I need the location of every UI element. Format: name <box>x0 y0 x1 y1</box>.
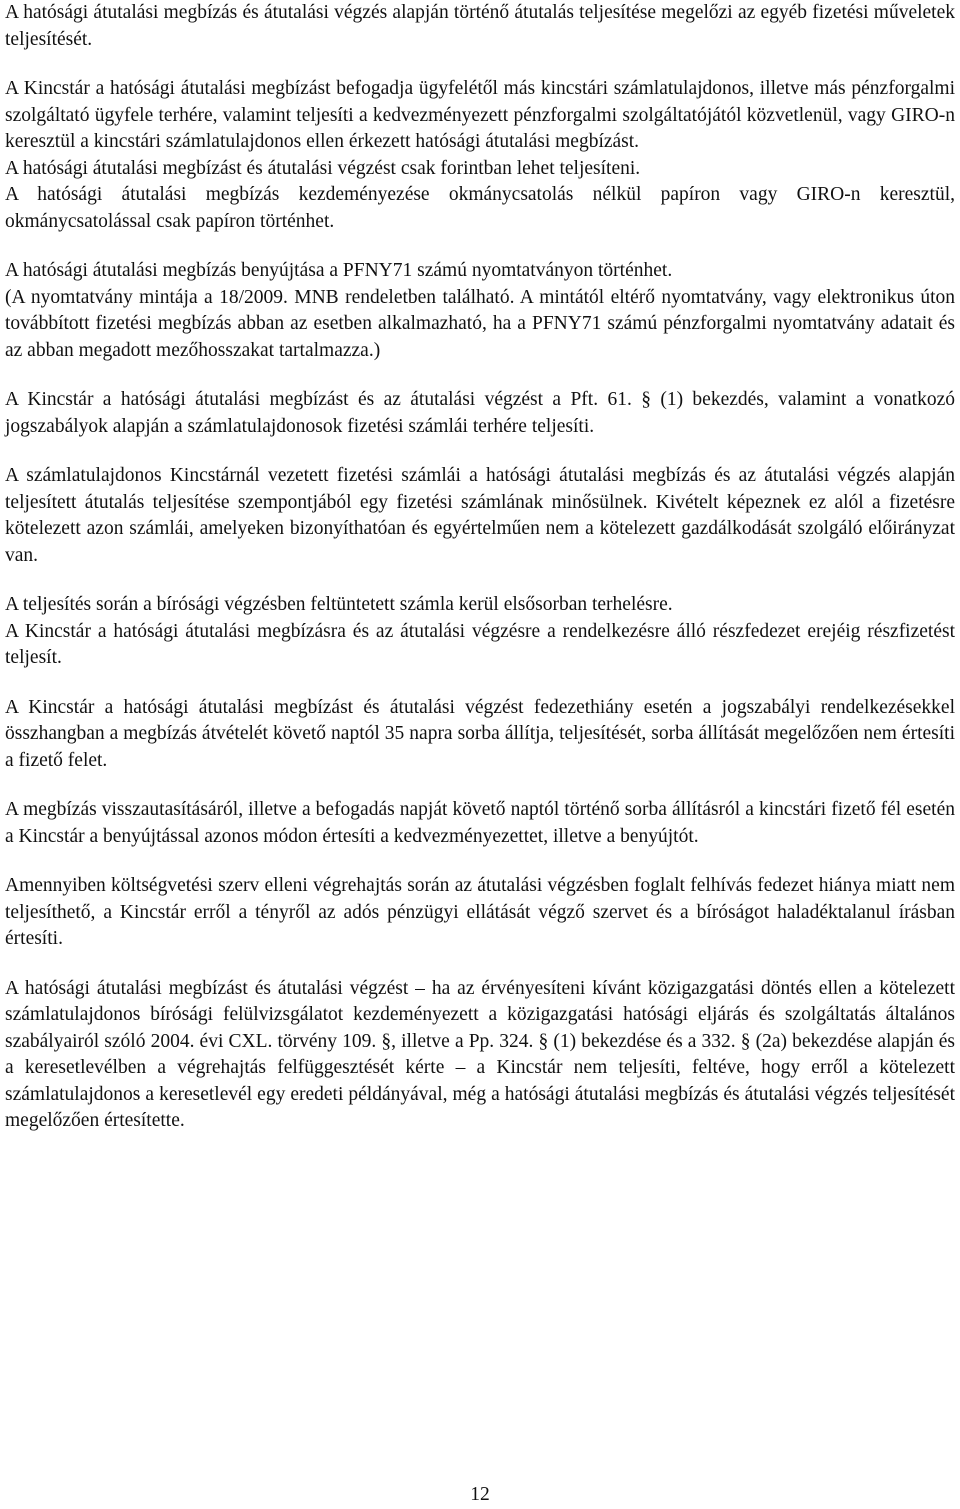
paragraph-11: A Kincstár a hatósági átutalási megbízást és átutalási végzést fedezethiány esetén a jogszabályi rendelkezésekkel összhangban a megbízás átvételét követő naptól 35 napra sorba állítja, teljesítését, sorba állítását megelőzően nem értesíti a fizető felet. <box>5 696 955 771</box>
paragraph-5: A hatósági átutalási megbízás benyújtása a PFNY71 számú nyomtatványon történhet. <box>5 260 673 281</box>
paragraph-7: A Kincstár a hatósági átutalási megbízást és az átutalási végzést a Pft. 61. § (1) bekezdés, valamint a vonatkozó jogszabályok alapján a számlatulajdonosok fizetési számlái terhére teljesíti. <box>5 389 955 437</box>
document-page <box>5 0 955 1135</box>
paragraph-4: A hatósági átutalási megbízás kezdeményezése okmánycsatolás nélkül papíron vagy GIRO-n keresztül, okmánycsatolással csak papíron történhet. <box>5 184 955 232</box>
paragraph-9: A teljesítés során a bírósági végzésben feltüntetett számla kerül elsősorban terhelésre. <box>5 594 673 615</box>
paragraph-14: A hatósági átutalási megbízást és átutalási végzést – ha az érvényesíteni kívánt közigazgatási döntés ellen a kötelezett számlatulajdonos bírósági felülvizsgálatot kezdeményezett a közigazgatási hatósági eljárás és szolgáltatás általános szabályairól szóló 2004. évi CXL. törvény 109. §, illetve a Pp. 324. § (1) bekezdése és a 332. § (2a) bekezdése alapján és a keresetlevélben a végrehajtás felfüggesztését kérte – a Kincstár nem teljesíti, feltéve, hogy erről a kötelezett számlatulajdonos a keresetlevél egy eredeti példányával, még a hatósági átutalási megbízás és átutalási végzés teljesítését megelőzően értesítette. <box>5 977 955 1131</box>
paragraph-2: A Kincstár a hatósági átutalási megbízást befogadja ügyfelétől más kincstári számlatulajdonos, illetve más pénzforgalmi szolgáltató ügyfele terhére, valamint teljesíti a kedvezményezett pénzforgalmi szolgáltatójától közvetlenül, vagy GIRO-n keresztül a kincstári számlatulajdonos ellen érkezett hatósági átutalási megbízást. <box>5 78 955 152</box>
paragraph-8: A számlatulajdonos Kincstárnál vezetett fizetési számlái a hatósági átutalási megbízás és az átutalási végzés alapján teljesített átutalás teljesítése szempontjából egy fizetési számlának minősülnek. Kivételt képeznek ez alól a fizetésre kötelezett azon számlái, amelyeken bizonyíthatóan és egyértelműen nem a kötelezett gazdálkodását szolgáló előirányzat van. <box>5 465 955 566</box>
paragraph-3: A hatósági átutalási megbízást és átutalási végzést csak forintban lehet teljesíteni. <box>5 157 641 179</box>
paragraph-1: A hatósági átutalási megbízás és átutalási végzés alapján történő átutalás teljesítése megelőzi az egyéb fizetési műveletek teljesítését. <box>5 2 955 50</box>
page-number: 12 <box>470 1484 490 1505</box>
paragraph-12: A megbízás visszautasításáról, illetve a befogadás napját követő naptól történő sorba állításról a kincstári fizető fél esetén a Kincstár a benyújtással azonos módon értesíti a kedvezményezettet, illetve a benyújtót. <box>5 799 955 847</box>
paragraph-6: (A nyomtatvány mintája a 18/2009. MNB rendeletben található. A mintától eltérő nyomtatvány, vagy elektronikus úton továbbított fizetési megbízás abban az esetben alkalmazható, ha a PFNY71 számú pénzforgalmi nyomtatvány adatait és az abban megadott mezőhosszakat tartalmazza.) <box>5 286 955 361</box>
paragraph-13: Amennyiben költségvetési szerv elleni végrehajtás során az átutalási végzésben foglalt felhívás fedezet hiánya miatt nem teljesíthető, a Kincstár erről a tényről az adós pénzügyi ellátását végző szervet és a bíróságot haladéktalanul írásban értesíti. <box>5 875 955 949</box>
paragraph-10: A Kincstár a hatósági átutalási megbízásra és az átutalási végzésre a rendelkezésre álló részfedezet erejéig részfizetést teljesít. <box>5 620 955 668</box>
